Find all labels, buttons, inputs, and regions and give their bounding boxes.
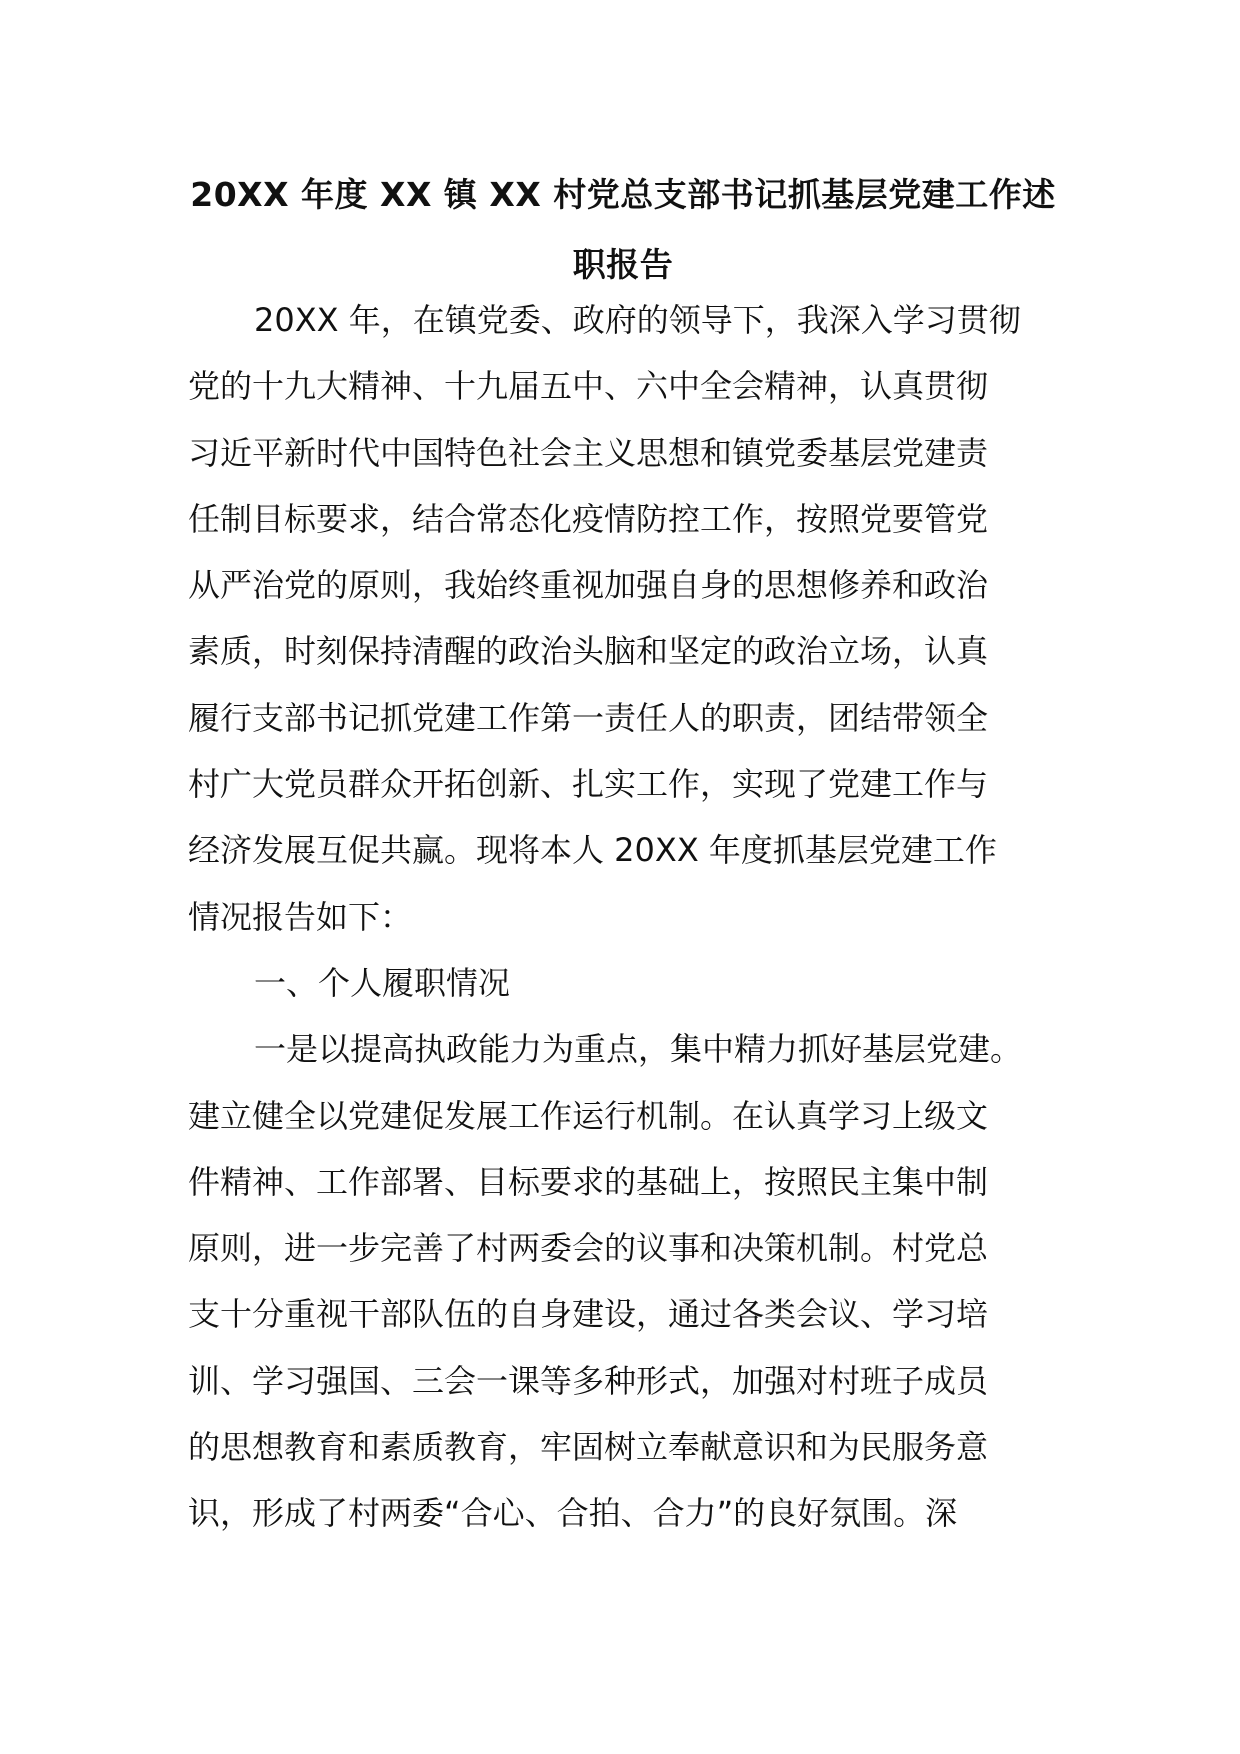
text-line: 建立健全以党建促发展工作运行机制。在认真学习上级文: [188, 1096, 989, 1135]
text-line: 经济发展互促共赢。现将本人 20XX 年度抓基层党建工作: [188, 831, 997, 870]
text-line: 情况报告如下：: [188, 897, 413, 936]
title-line: 职报告: [572, 245, 674, 284]
text-line: 素质，时刻保持清醒的政治头脑和坚定的政治立场，认真: [188, 632, 989, 671]
text-line: 履行支部书记抓党建工作第一责任人的职责，团结带领全: [188, 698, 989, 737]
document-title: [188, 160, 1058, 300]
text-line: 习近平新时代中国特色社会主义思想和镇党委基层党建责: [188, 433, 989, 472]
text-line: 训、学习强国、三会一课等多种形式，加强对村班子成员: [188, 1361, 989, 1400]
text-line: 村广大党员群众开拓创新、扎实工作，实现了党建工作与: [188, 765, 989, 804]
section-heading: 一、个人履职情况: [254, 963, 511, 1002]
text-line: 支十分重视干部队伍的自身建设，通过各类会议、学习培: [188, 1295, 989, 1334]
document-body: [188, 287, 1068, 1547]
text-line: 从严治党的原则，我始终重视加强自身的思想修养和政治: [188, 566, 989, 605]
text-line: 原则，进一步完善了村两委会的议事和决策机制。村党总: [188, 1229, 989, 1268]
text-line: 的思想教育和素质教育，牢固树立奉献意识和为民服务意: [188, 1428, 989, 1467]
title-line: 20XX 年度 XX 镇 XX 村党总支部书记抓基层党建工作述: [190, 175, 1056, 214]
paragraph-first-line: 一是以提高执政能力为重点，集中精力抓好基层党建。: [254, 1030, 1023, 1069]
text-line: 任制目标要求，结合常态化疫情防控工作，按照党要管党: [188, 499, 989, 538]
text-line: 识，形成了村两委“合心、合拍、合力”的良好氛围。深: [188, 1494, 958, 1533]
text-line: 党的十九大精神、十九届五中、六中全会精神，认真贯彻: [188, 367, 989, 406]
text-line: 件精神、工作部署、目标要求的基础上，按照民主集中制: [188, 1162, 989, 1201]
paragraph-intro-first-line: 20XX 年，在镇党委、政府的领导下，我深入学习贯彻: [254, 301, 1021, 339]
